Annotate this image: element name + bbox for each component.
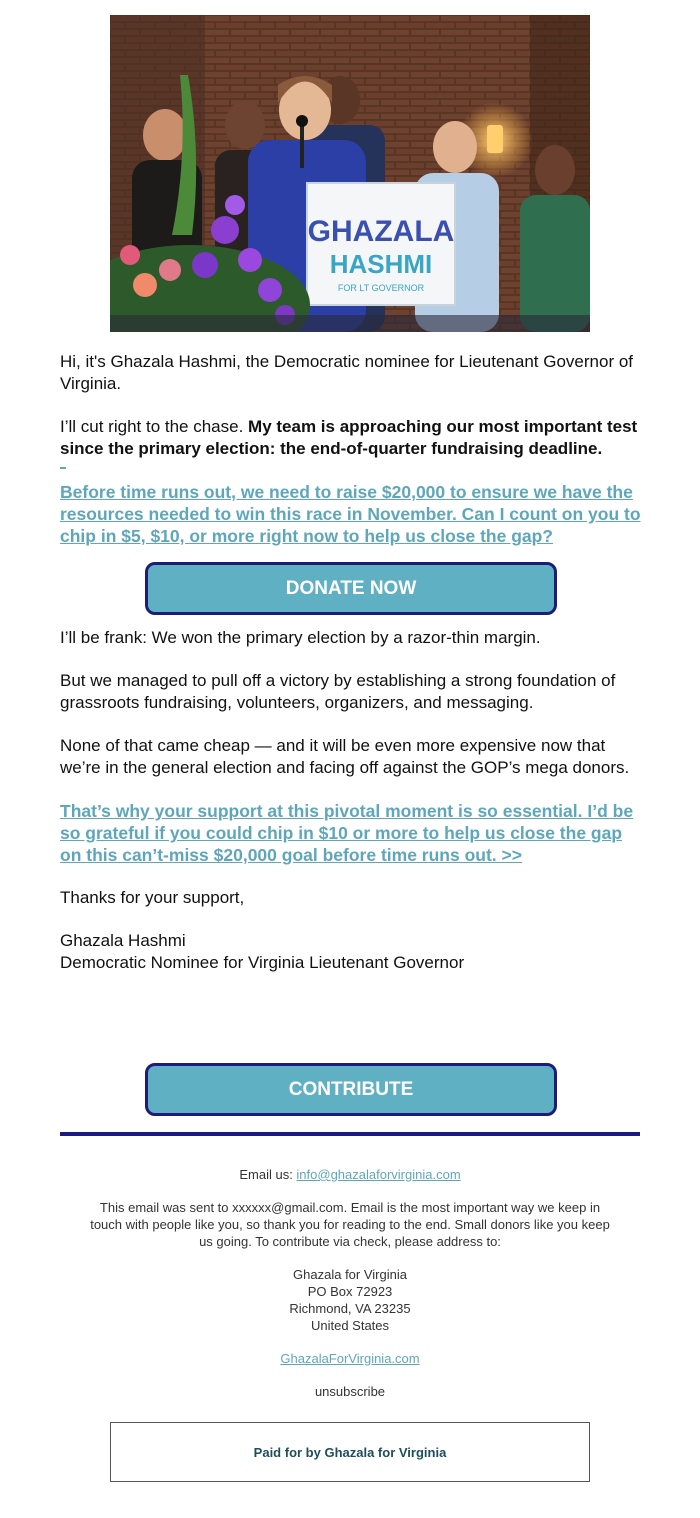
- none-paragraph: None of that came cheap — and it will be even more expensive now that we’re in the general election and facing off against the GOP’s mega donors.: [60, 736, 630, 777]
- chase-paragraph: [60, 416, 644, 460]
- email-us-label: Email us:: [239, 1167, 297, 1182]
- signature-name: Ghazala Hashmi: [60, 931, 186, 950]
- email-us-line: [60, 1166, 640, 1183]
- spacer-mark: [60, 467, 66, 469]
- sign-line3: FOR LT GOVERNOR: [337, 283, 425, 293]
- website-line: [60, 1350, 640, 1367]
- frank-paragraph: I’ll be frank: We won the primary election by a razor-thin margin.: [60, 628, 541, 647]
- website-link[interactable]: GhazalaForVirginia.com: [280, 1351, 420, 1366]
- chase-bold: My team is approaching our most important test since the primary election: the end-of-quarter fundraising deadline.: [60, 417, 638, 458]
- chase-plain: I’ll cut right to the chase.: [60, 417, 249, 436]
- sign-line1: GHAZALA: [307, 215, 455, 248]
- thanks-paragraph: Thanks for your support,: [60, 888, 245, 907]
- sign-line2: HASHMI: [329, 249, 433, 279]
- intro-paragraph: Hi, it's Ghazala Hashmi, the Democratic nominee for Lieutenant Governor of Virginia.: [60, 352, 634, 393]
- paid-for-text: Paid for by Ghazala for Virginia: [253, 1444, 447, 1460]
- address-name: Ghazala for Virginia: [293, 1267, 407, 1282]
- donation-link-paragraph[interactable]: Before time runs out, we need to raise $20,000 to ensure we have the resources needed to win this race in November. Can I count on you to chip in $5, $10, or more right now to help us close the gap?: [60, 482, 641, 546]
- signature-title: Democratic Nominee for Virginia Lieutenant Governor: [60, 953, 465, 972]
- email-body: [60, 351, 644, 974]
- contribute-button[interactable]: CONTRIBUTE: [145, 1063, 557, 1116]
- hero-illustration: [110, 15, 590, 332]
- footer: [60, 1166, 640, 1416]
- footer-notice: This email was sent to xxxxxx@gmail.com. Email is the most important way we keep in touch with people like you, so thank you for reading to the end. Small donors like you keep us going. To contribute via check, please address to:: [90, 1200, 610, 1249]
- unsubscribe-link[interactable]: unsubscribe: [314, 1384, 386, 1399]
- mailing-address: [60, 1266, 640, 1334]
- address-country: United States: [310, 1318, 390, 1333]
- donate-now-button[interactable]: DONATE NOW: [145, 562, 557, 615]
- managed-paragraph: But we managed to pull off a victory by establishing a strong foundation of grassroots fundraising, volunteers, organizers, and messaging.: [60, 671, 616, 712]
- contact-email-link[interactable]: info@ghazalaforvirginia.com: [296, 1167, 461, 1182]
- address-city: Richmond, VA 23235: [289, 1301, 411, 1316]
- address-po-box: PO Box 72923: [307, 1284, 393, 1299]
- paid-for-disclaimer: [110, 1422, 590, 1482]
- footer-divider: [60, 1132, 640, 1136]
- hero-photo: [110, 15, 590, 332]
- signature: [60, 930, 644, 974]
- support-link-paragraph[interactable]: That’s why your support at this pivotal moment is so essential. I’d be so grateful if you could chip in $10 or more to help us close the gap on this can’t-miss $20,000 goal before time runs out. >>: [60, 801, 634, 865]
